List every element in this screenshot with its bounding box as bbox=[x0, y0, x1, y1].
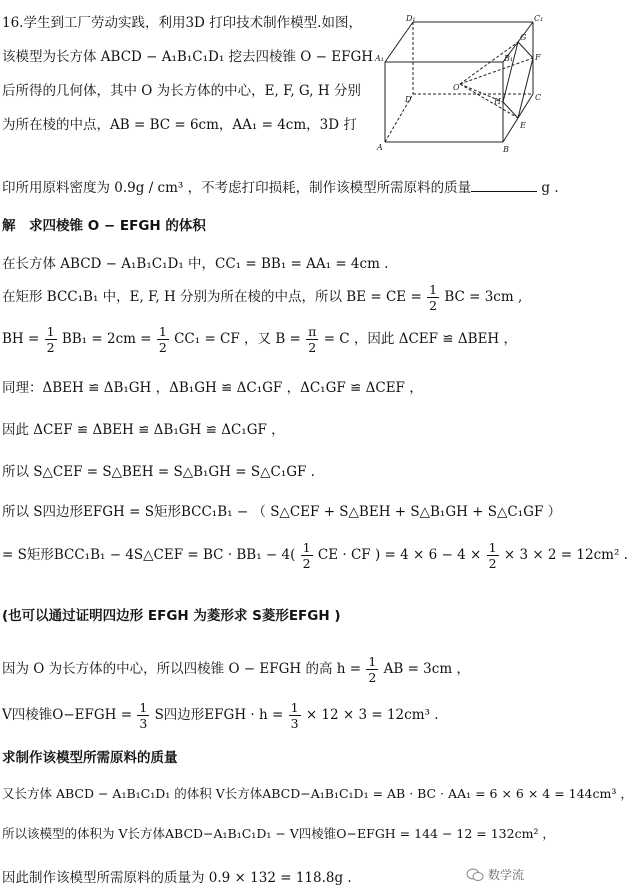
solution-line-10b: AB = 3cm ， bbox=[383, 661, 470, 677]
watermark-text: 数学流 bbox=[488, 868, 525, 882]
fraction-half bbox=[366, 654, 378, 685]
solution-line-14: 因此制作该模型所需原料的质量为 0.9 × 132 = 118.8g . bbox=[2, 870, 352, 886]
fraction-num: 1 bbox=[302, 540, 311, 555]
solution-line-8c: × 3 × 2 = 12cm² . bbox=[503, 547, 628, 563]
fraction-num: π bbox=[308, 324, 317, 339]
problem-line-3: 后所得的几何体，其中 O 为长方体的中心，E, F, G, H 分别 bbox=[2, 83, 361, 99]
fraction-den: 2 bbox=[158, 340, 167, 355]
fraction-num: 1 bbox=[46, 324, 55, 339]
solution-line-11 bbox=[2, 700, 439, 731]
label-D1: D₁ bbox=[406, 14, 416, 23]
solution-line-12: 又长方体 ABCD − A₁B₁C₁D₁ 的体积 V长方体ABCD−A₁B₁C₁D₁ = AB · BC · AA₁ = 6 × 6 × 4 = 144cm³ ， bbox=[2, 786, 633, 801]
solution-line-11c: × 12 × 3 = 12cm³ . bbox=[305, 707, 439, 723]
fraction-den: 2 bbox=[488, 556, 497, 571]
solution-line-3d: = C ，因此 ΔCEF ≌ ΔBEH ， bbox=[323, 331, 517, 347]
solution-line-1: 在长方体 ABCD − A₁B₁C₁D₁ 中，CC₁ = BB₁ = AA₁ = 4cm . bbox=[2, 256, 389, 272]
problem-line-4: 为所在棱的中点，AB = BC = 6cm，AA₁ = 4cm，3D 打 bbox=[2, 117, 357, 133]
fraction-den: 2 bbox=[429, 298, 438, 313]
fraction-den: 2 bbox=[302, 556, 311, 571]
solution-line-8a: = S矩形BCC₁B₁ − 4S△CEF = BC · BB₁ − 4( bbox=[2, 547, 296, 563]
solution-line-2b: BC = 3cm , bbox=[444, 289, 523, 305]
fraction-num: 1 bbox=[139, 700, 148, 715]
problem-line-1: 16.学生到工厂劳动实践，利用3D 打印技术制作模型.如图， bbox=[2, 15, 362, 31]
label-A: A bbox=[377, 143, 383, 152]
solution-line-8 bbox=[2, 540, 628, 571]
fraction-half bbox=[45, 324, 57, 355]
fraction-third bbox=[289, 700, 301, 731]
solution-line-13: 所以该模型的体积为 V长方体ABCD−A₁B₁C₁D₁ − V四棱锥O−EFGH = 144 − 12 = 132cm² ， bbox=[2, 826, 555, 841]
solution-line-5: 因此 ΔCEF ≌ ΔBEH ≌ ΔB₁GH ≌ ΔC₁GF ， bbox=[2, 422, 285, 438]
solution-heading-1: 解 求四棱锥 O − EFGH 的体积 bbox=[2, 218, 206, 234]
fraction-third bbox=[137, 700, 149, 731]
solution-line-2 bbox=[2, 282, 522, 313]
label-G: G bbox=[520, 33, 527, 42]
problem-statement bbox=[2, 6, 374, 142]
fraction-num: 1 bbox=[368, 654, 377, 669]
fraction-num: 1 bbox=[158, 324, 167, 339]
solution-note: (也可以通过证明四边形 EFGH 为菱形求 S菱形EFGH ) bbox=[2, 608, 341, 624]
solution-line-8b: CE · CF ) = 4 × 6 − 4 × bbox=[317, 547, 482, 563]
solution-line-3b: BB₁ = 2cm = bbox=[61, 331, 152, 347]
fraction-num: 1 bbox=[290, 700, 299, 715]
answer-blank[interactable] bbox=[471, 179, 537, 192]
fraction-num: 1 bbox=[488, 540, 497, 555]
wechat-icon bbox=[466, 868, 484, 882]
label-F: F bbox=[535, 53, 541, 62]
fraction-den: 3 bbox=[139, 716, 148, 731]
label-A1: A₁ bbox=[375, 54, 384, 63]
fraction-den: 2 bbox=[308, 340, 317, 355]
problem-unit: g . bbox=[537, 180, 559, 196]
fraction-half bbox=[427, 282, 439, 313]
fraction-num: 1 bbox=[429, 282, 438, 297]
label-E: E bbox=[520, 121, 526, 130]
fraction-pi-half bbox=[306, 324, 318, 355]
watermark bbox=[466, 866, 524, 883]
cuboid-figure bbox=[375, 12, 545, 157]
fraction-half bbox=[157, 324, 169, 355]
solution-heading-2: 求制作该模型所需原料的质量 bbox=[2, 750, 178, 766]
problem-line-5 bbox=[2, 176, 559, 196]
label-O: O bbox=[453, 83, 460, 92]
label-B: B bbox=[503, 145, 509, 154]
solution-line-7: 所以 S四边形EFGH = S矩形BCC₁B₁ − （ S△CEF + S△BEH + S△B₁GH + S△C₁GF ） bbox=[2, 504, 562, 520]
fraction-half bbox=[487, 540, 499, 571]
solution-line-3c: CC₁ = CF ，又 B = bbox=[174, 331, 301, 347]
solution-line-10a: 因为 O 为长方体的中心，所以四棱锥 O − EFGH 的高 h = bbox=[2, 661, 362, 677]
fraction-half bbox=[301, 540, 313, 571]
solution-line-11b: S四边形EFGH · h = bbox=[154, 707, 284, 723]
fraction-den: 2 bbox=[46, 340, 55, 355]
solution-line-6: 所以 S△CEF = S△BEH = S△B₁GH = S△C₁GF . bbox=[2, 464, 315, 480]
problem-line-2: 该模型为长方体 ABCD − A₁B₁C₁D₁ 挖去四棱锥 O − EFGH bbox=[2, 49, 374, 65]
label-C1: C₁ bbox=[534, 14, 544, 23]
fraction-den: 2 bbox=[368, 670, 377, 685]
solution-line-3 bbox=[2, 324, 517, 355]
solution-line-2a: 在矩形 BCC₁B₁ 中，E, F, H 分别为所在棱的中点，所以 BE = CE = bbox=[2, 289, 422, 305]
solution-line-4: 同理：ΔBEH ≌ ΔB₁GH ，ΔB₁GH ≌ ΔC₁GF ，ΔC₁GF ≌ ΔCEF ， bbox=[2, 380, 423, 396]
fraction-den: 3 bbox=[290, 716, 299, 731]
label-C: C bbox=[535, 93, 542, 102]
solution-line-11a: V四棱锥O−EFGH = bbox=[2, 707, 133, 723]
problem-line-5-text: 印所用原料密度为 0.9g / cm³ ，不考虑打印损耗，制作该模型所需原料的质量 bbox=[2, 180, 472, 196]
label-D: D bbox=[405, 95, 412, 104]
label-H: H bbox=[494, 97, 501, 106]
label-B1: B₁ bbox=[504, 54, 514, 63]
solution-line-3a: BH = bbox=[2, 331, 40, 347]
solution-line-10 bbox=[2, 654, 470, 685]
